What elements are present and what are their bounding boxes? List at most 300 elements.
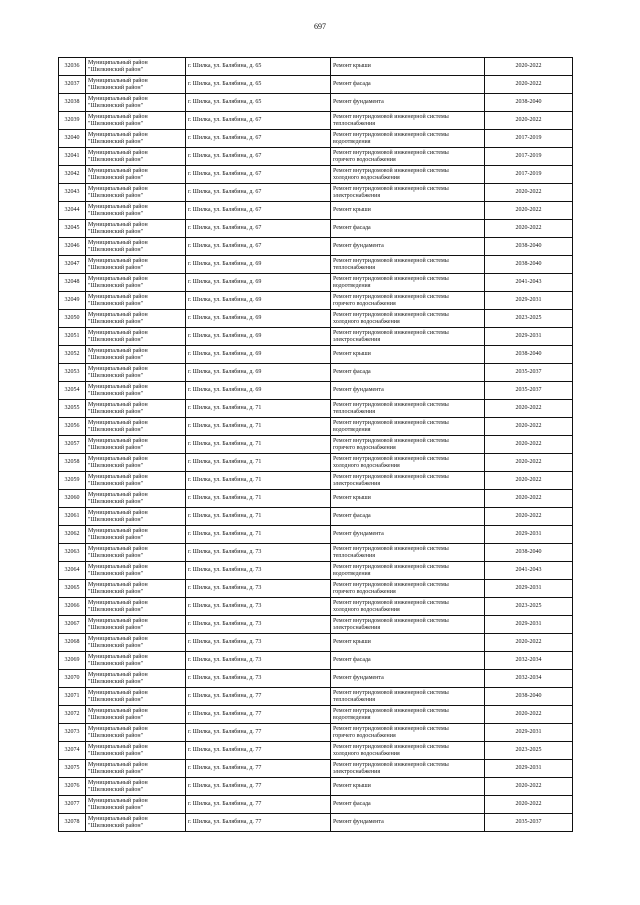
municipality-line-2: "Шилкинский район" — [88, 552, 144, 559]
municipality-line-1: Муниципальный район — [88, 725, 148, 732]
work-type-line-1: Ремонт внутридомовой инженерной системы — [333, 761, 449, 768]
period-cell: 2017-2019 — [485, 148, 573, 166]
work-type-cell — [331, 346, 485, 364]
period-cell: 2020-2022 — [485, 220, 573, 238]
work-type-line-1: Ремонт фундамента — [333, 819, 384, 826]
row-number: 32055 — [59, 400, 86, 418]
work-type-line-1: Ремонт внутридомовой инженерной системы — [333, 401, 449, 408]
address-cell: г. Шилка, ул. Балябина, д. 71 — [186, 508, 331, 526]
work-type-line-2: теплоснабжения — [333, 120, 375, 127]
table-row — [59, 508, 573, 526]
work-type-line-1: Ремонт фасада — [333, 513, 371, 520]
municipality-line-2: "Шилкинский район" — [88, 624, 144, 631]
table-row — [59, 112, 573, 130]
table-row — [59, 796, 573, 814]
work-type-cell — [331, 328, 485, 346]
municipality-cell — [86, 238, 186, 256]
table-row — [59, 742, 573, 760]
work-type-line-1: Ремонт фундамента — [333, 675, 384, 682]
municipality-line-2: "Шилкинский район" — [88, 534, 144, 541]
work-type-line-1: Ремонт фасада — [333, 81, 371, 88]
address-cell: г. Шилка, ул. Балябина, д. 73 — [186, 634, 331, 652]
period-cell: 2023-2025 — [485, 742, 573, 760]
period-cell: 2041-2043 — [485, 562, 573, 580]
municipality-line-2: "Шилкинский район" — [88, 768, 144, 775]
municipality-line-2: "Шилкинский район" — [88, 282, 144, 289]
address-cell: г. Шилка, ул. Балябина, д. 69 — [186, 364, 331, 382]
table-row — [59, 706, 573, 724]
table-row — [59, 472, 573, 490]
row-number: 32062 — [59, 526, 86, 544]
municipality-line-1: Муниципальный район — [88, 599, 148, 606]
municipality-line-2: "Шилкинский район" — [88, 138, 144, 145]
municipality-line-1: Муниципальный район — [88, 77, 148, 84]
address-cell: г. Шилка, ул. Балябина, д. 73 — [186, 652, 331, 670]
municipality-line-1: Муниципальный район — [88, 95, 148, 102]
period-cell: 2017-2019 — [485, 166, 573, 184]
work-type-line-1: Ремонт фасада — [333, 657, 371, 664]
address-cell: г. Шилка, ул. Балябина, д. 67 — [186, 130, 331, 148]
page-number: 697 — [314, 22, 326, 31]
work-type-cell — [331, 670, 485, 688]
row-number: 32072 — [59, 706, 86, 724]
row-number: 32078 — [59, 814, 86, 832]
municipality-line-2: "Шилкинский район" — [88, 750, 144, 757]
municipality-line-1: Муниципальный район — [88, 167, 148, 174]
municipality-cell — [86, 472, 186, 490]
work-type-line-2: теплоснабжения — [333, 264, 375, 271]
work-type-line-1: Ремонт крыши — [333, 63, 371, 70]
work-type-cell — [331, 508, 485, 526]
row-number: 32039 — [59, 112, 86, 130]
municipality-line-2: "Шилкинский район" — [88, 588, 144, 595]
municipality-cell — [86, 778, 186, 796]
period-cell: 2029-2031 — [485, 580, 573, 598]
table-row — [59, 292, 573, 310]
municipality-cell — [86, 274, 186, 292]
municipality-line-2: "Шилкинский район" — [88, 606, 144, 613]
municipality-line-1: Муниципальный район — [88, 509, 148, 516]
municipality-line-1: Муниципальный район — [88, 311, 148, 318]
table-row — [59, 544, 573, 562]
work-type-cell — [331, 76, 485, 94]
work-type-line-1: Ремонт крыши — [333, 783, 371, 790]
table-row — [59, 652, 573, 670]
row-number: 32074 — [59, 742, 86, 760]
row-number: 32051 — [59, 328, 86, 346]
work-type-cell — [331, 814, 485, 832]
work-type-line-2: горячего водоснабжения — [333, 588, 396, 595]
municipality-line-2: "Шилкинский район" — [88, 120, 144, 127]
work-type-cell — [331, 130, 485, 148]
address-cell: г. Шилка, ул. Балябина, д. 71 — [186, 454, 331, 472]
work-type-cell — [331, 724, 485, 742]
table-row — [59, 130, 573, 148]
table-row — [59, 202, 573, 220]
address-cell: г. Шилка, ул. Балябина, д. 77 — [186, 760, 331, 778]
address-cell: г. Шилка, ул. Балябина, д. 67 — [186, 202, 331, 220]
municipality-cell — [86, 580, 186, 598]
row-number: 32064 — [59, 562, 86, 580]
municipality-line-1: Муниципальный район — [88, 257, 148, 264]
work-type-line-2: холодного водоснабжения — [333, 462, 400, 469]
municipality-line-1: Муниципальный район — [88, 275, 148, 282]
period-cell: 2020-2022 — [485, 184, 573, 202]
address-cell: г. Шилка, ул. Балябина, д. 67 — [186, 112, 331, 130]
municipality-line-1: Муниципальный район — [88, 635, 148, 642]
row-number: 32070 — [59, 670, 86, 688]
row-number: 32053 — [59, 364, 86, 382]
period-cell: 2038-2040 — [485, 256, 573, 274]
period-cell: 2020-2022 — [485, 706, 573, 724]
repair-schedule-table — [58, 57, 573, 832]
municipality-line-2: "Шилкинский район" — [88, 444, 144, 451]
address-cell: г. Шилка, ул. Балябина, д. 69 — [186, 382, 331, 400]
work-type-cell — [331, 292, 485, 310]
work-type-cell — [331, 544, 485, 562]
work-type-cell — [331, 796, 485, 814]
municipality-line-2: "Шилкинский район" — [88, 210, 144, 217]
row-number: 32075 — [59, 760, 86, 778]
row-number: 32044 — [59, 202, 86, 220]
work-type-cell — [331, 184, 485, 202]
municipality-cell — [86, 130, 186, 148]
work-type-line-1: Ремонт внутридомовой инженерной системы — [333, 689, 449, 696]
municipality-cell — [86, 220, 186, 238]
municipality-line-1: Муниципальный район — [88, 221, 148, 228]
municipality-line-1: Муниципальный район — [88, 329, 148, 336]
work-type-cell — [331, 418, 485, 436]
period-cell: 2029-2031 — [485, 724, 573, 742]
period-cell: 2023-2025 — [485, 598, 573, 616]
table-row — [59, 454, 573, 472]
municipality-line-1: Муниципальный район — [88, 815, 148, 822]
work-type-cell — [331, 220, 485, 238]
address-cell: г. Шилка, ул. Балябина, д. 69 — [186, 346, 331, 364]
period-cell: 2020-2022 — [485, 400, 573, 418]
period-cell: 2020-2022 — [485, 418, 573, 436]
municipality-line-2: "Шилкинский район" — [88, 642, 144, 649]
municipality-cell — [86, 562, 186, 580]
address-cell: г. Шилка, ул. Балябина, д. 67 — [186, 238, 331, 256]
municipality-cell — [86, 490, 186, 508]
municipality-line-1: Муниципальный район — [88, 797, 148, 804]
work-type-cell — [331, 616, 485, 634]
work-type-cell — [331, 58, 485, 76]
period-cell: 2038-2040 — [485, 238, 573, 256]
table-row — [59, 418, 573, 436]
row-number: 32054 — [59, 382, 86, 400]
table-row — [59, 382, 573, 400]
table-row — [59, 760, 573, 778]
work-type-line-1: Ремонт внутридомовой инженерной системы — [333, 275, 449, 282]
table-row — [59, 76, 573, 94]
row-number: 32036 — [59, 58, 86, 76]
municipality-cell — [86, 256, 186, 274]
municipality-line-2: "Шилкинский район" — [88, 192, 144, 199]
municipality-cell — [86, 148, 186, 166]
municipality-cell — [86, 688, 186, 706]
work-type-line-1: Ремонт фундамента — [333, 99, 384, 106]
table-row — [59, 274, 573, 292]
table-row — [59, 670, 573, 688]
table-row — [59, 688, 573, 706]
work-type-line-1: Ремонт внутридомовой инженерной системы — [333, 329, 449, 336]
work-type-line-2: холодного водоснабжения — [333, 750, 400, 757]
municipality-cell — [86, 796, 186, 814]
municipality-cell — [86, 112, 186, 130]
address-cell: г. Шилка, ул. Балябина, д. 69 — [186, 310, 331, 328]
municipality-cell — [86, 292, 186, 310]
table-row — [59, 310, 573, 328]
municipality-line-1: Муниципальный район — [88, 617, 148, 624]
municipality-line-1: Муниципальный район — [88, 689, 148, 696]
table-row — [59, 328, 573, 346]
municipality-line-2: "Шилкинский район" — [88, 300, 144, 307]
work-type-line-2: электроснабжения — [333, 192, 381, 199]
work-type-line-2: горячего водоснабжения — [333, 156, 396, 163]
work-type-line-1: Ремонт внутридомовой инженерной системы — [333, 455, 449, 462]
row-number: 32037 — [59, 76, 86, 94]
work-type-cell — [331, 580, 485, 598]
table-row — [59, 616, 573, 634]
table-row — [59, 634, 573, 652]
municipality-line-2: "Шилкинский район" — [88, 102, 144, 109]
municipality-line-2: "Шилкинский район" — [88, 84, 144, 91]
municipality-line-1: Муниципальный район — [88, 419, 148, 426]
row-number: 32042 — [59, 166, 86, 184]
address-cell: г. Шилка, ул. Балябина, д. 71 — [186, 490, 331, 508]
address-cell: г. Шилка, ул. Балябина, д. 73 — [186, 580, 331, 598]
row-number: 32076 — [59, 778, 86, 796]
address-cell: г. Шилка, ул. Балябина, д. 67 — [186, 148, 331, 166]
address-cell: г. Шилка, ул. Балябина, д. 67 — [186, 220, 331, 238]
municipality-line-1: Муниципальный район — [88, 185, 148, 192]
address-cell: г. Шилка, ул. Балябина, д. 73 — [186, 670, 331, 688]
period-cell: 2038-2040 — [485, 346, 573, 364]
address-cell: г. Шилка, ул. Балябина, д. 77 — [186, 742, 331, 760]
row-number: 32067 — [59, 616, 86, 634]
work-type-line-1: Ремонт внутридомовой инженерной системы — [333, 131, 449, 138]
municipality-cell — [86, 346, 186, 364]
work-type-cell — [331, 148, 485, 166]
municipality-line-1: Муниципальный район — [88, 581, 148, 588]
period-cell: 2029-2031 — [485, 760, 573, 778]
work-type-line-1: Ремонт внутридомовой инженерной системы — [333, 167, 449, 174]
address-cell: г. Шилка, ул. Балябина, д. 73 — [186, 544, 331, 562]
work-type-cell — [331, 652, 485, 670]
work-type-cell — [331, 364, 485, 382]
work-type-line-2: холодного водоснабжения — [333, 318, 400, 325]
municipality-line-1: Муниципальный район — [88, 761, 148, 768]
municipality-line-1: Муниципальный район — [88, 743, 148, 750]
municipality-line-2: "Шилкинский район" — [88, 822, 144, 829]
table-row — [59, 562, 573, 580]
period-cell: 2035-2037 — [485, 814, 573, 832]
municipality-cell — [86, 418, 186, 436]
work-type-cell — [331, 436, 485, 454]
work-type-cell — [331, 562, 485, 580]
work-type-cell — [331, 472, 485, 490]
work-type-cell — [331, 382, 485, 400]
work-type-line-1: Ремонт внутридомовой инженерной системы — [333, 725, 449, 732]
work-type-line-1: Ремонт внутридомовой инженерной системы — [333, 113, 449, 120]
municipality-line-1: Муниципальный район — [88, 473, 148, 480]
address-cell: г. Шилка, ул. Балябина, д. 71 — [186, 418, 331, 436]
work-type-line-2: горячего водоснабжения — [333, 300, 396, 307]
table-row — [59, 814, 573, 832]
table-row — [59, 526, 573, 544]
work-type-line-2: горячего водоснабжения — [333, 732, 396, 739]
address-cell: г. Шилка, ул. Балябина, д. 69 — [186, 292, 331, 310]
period-cell: 2020-2022 — [485, 472, 573, 490]
row-number: 32040 — [59, 130, 86, 148]
municipality-line-1: Муниципальный район — [88, 383, 148, 390]
municipality-line-1: Муниципальный район — [88, 779, 148, 786]
row-number: 32066 — [59, 598, 86, 616]
municipality-cell — [86, 652, 186, 670]
address-cell: г. Шилка, ул. Балябина, д. 77 — [186, 778, 331, 796]
municipality-line-2: "Шилкинский район" — [88, 372, 144, 379]
period-cell: 2020-2022 — [485, 490, 573, 508]
period-cell: 2041-2043 — [485, 274, 573, 292]
municipality-cell — [86, 436, 186, 454]
work-type-cell — [331, 526, 485, 544]
work-type-line-1: Ремонт внутридомовой инженерной системы — [333, 563, 449, 570]
municipality-line-1: Муниципальный район — [88, 653, 148, 660]
period-cell: 2020-2022 — [485, 796, 573, 814]
period-cell: 2038-2040 — [485, 688, 573, 706]
address-cell: г. Шилка, ул. Балябина, д. 67 — [186, 166, 331, 184]
municipality-line-2: "Шилкинский район" — [88, 66, 144, 73]
work-type-line-1: Ремонт фасада — [333, 225, 371, 232]
municipality-cell — [86, 454, 186, 472]
period-cell: 2020-2022 — [485, 454, 573, 472]
municipality-cell — [86, 598, 186, 616]
row-number: 32065 — [59, 580, 86, 598]
work-type-cell — [331, 454, 485, 472]
table-row — [59, 778, 573, 796]
work-type-line-1: Ремонт крыши — [333, 207, 371, 214]
row-number: 32060 — [59, 490, 86, 508]
municipality-line-1: Муниципальный район — [88, 545, 148, 552]
table-row — [59, 364, 573, 382]
work-type-line-1: Ремонт внутридомовой инженерной системы — [333, 185, 449, 192]
row-number: 32043 — [59, 184, 86, 202]
address-cell: г. Шилка, ул. Балябина, д. 69 — [186, 328, 331, 346]
work-type-line-1: Ремонт внутридомовой инженерной системы — [333, 545, 449, 552]
table-row — [59, 256, 573, 274]
work-type-line-1: Ремонт внутридомовой инженерной системы — [333, 743, 449, 750]
work-type-line-2: теплоснабжения — [333, 408, 375, 415]
municipality-line-2: "Шилкинский район" — [88, 714, 144, 721]
table-row — [59, 490, 573, 508]
municipality-cell — [86, 184, 186, 202]
table-row — [59, 724, 573, 742]
address-cell: г. Шилка, ул. Балябина, д. 77 — [186, 724, 331, 742]
work-type-line-1: Ремонт внутридомовой инженерной системы — [333, 437, 449, 444]
work-type-line-1: Ремонт внутридомовой инженерной системы — [333, 599, 449, 606]
municipality-line-1: Муниципальный район — [88, 113, 148, 120]
address-cell: г. Шилка, ул. Балябина, д. 73 — [186, 598, 331, 616]
municipality-cell — [86, 544, 186, 562]
work-type-cell — [331, 202, 485, 220]
work-type-cell — [331, 400, 485, 418]
row-number: 32068 — [59, 634, 86, 652]
work-type-cell — [331, 634, 485, 652]
address-cell: г. Шилка, ул. Балябина, д. 73 — [186, 616, 331, 634]
work-type-cell — [331, 112, 485, 130]
address-cell: г. Шилка, ул. Балябина, д. 65 — [186, 94, 331, 112]
period-cell: 2020-2022 — [485, 202, 573, 220]
row-number: 32069 — [59, 652, 86, 670]
municipality-line-1: Муниципальный район — [88, 59, 148, 66]
work-type-line-2: водоотведения — [333, 426, 371, 433]
work-type-line-2: водоотведения — [333, 570, 371, 577]
work-type-line-2: электроснабжения — [333, 624, 381, 631]
municipality-cell — [86, 814, 186, 832]
municipality-line-1: Муниципальный район — [88, 707, 148, 714]
municipality-cell — [86, 526, 186, 544]
municipality-line-2: "Шилкинский район" — [88, 426, 144, 433]
period-cell: 2017-2019 — [485, 130, 573, 148]
work-type-line-1: Ремонт фундамента — [333, 531, 384, 538]
work-type-line-1: Ремонт крыши — [333, 495, 371, 502]
municipality-cell — [86, 94, 186, 112]
municipality-line-1: Муниципальный район — [88, 239, 148, 246]
municipality-line-2: "Шилкинский район" — [88, 390, 144, 397]
row-number: 32058 — [59, 454, 86, 472]
municipality-line-2: "Шилкинский район" — [88, 228, 144, 235]
period-cell: 2032-2034 — [485, 670, 573, 688]
work-type-line-2: электроснабжения — [333, 336, 381, 343]
work-type-line-2: горячего водоснабжения — [333, 444, 396, 451]
municipality-cell — [86, 202, 186, 220]
work-type-line-2: теплоснабжения — [333, 696, 375, 703]
row-number: 32049 — [59, 292, 86, 310]
work-type-cell — [331, 238, 485, 256]
period-cell: 2023-2025 — [485, 310, 573, 328]
municipality-cell — [86, 58, 186, 76]
address-cell: г. Шилка, ул. Балябина, д. 71 — [186, 400, 331, 418]
work-type-line-1: Ремонт фасада — [333, 369, 371, 376]
period-cell: 2020-2022 — [485, 58, 573, 76]
table-row — [59, 580, 573, 598]
table-row — [59, 166, 573, 184]
row-number: 32061 — [59, 508, 86, 526]
work-type-line-2: электроснабжения — [333, 768, 381, 775]
municipality-line-1: Муниципальный район — [88, 527, 148, 534]
municipality-cell — [86, 166, 186, 184]
municipality-cell — [86, 670, 186, 688]
period-cell: 2038-2040 — [485, 94, 573, 112]
work-type-cell — [331, 256, 485, 274]
municipality-line-2: "Шилкинский район" — [88, 696, 144, 703]
municipality-line-2: "Шилкинский район" — [88, 516, 144, 523]
table-row — [59, 148, 573, 166]
row-number: 32048 — [59, 274, 86, 292]
municipality-cell — [86, 508, 186, 526]
work-type-line-2: холодного водоснабжения — [333, 174, 400, 181]
municipality-cell — [86, 328, 186, 346]
row-number: 32071 — [59, 688, 86, 706]
municipality-line-2: "Шилкинский район" — [88, 498, 144, 505]
municipality-line-1: Муниципальный район — [88, 437, 148, 444]
municipality-cell — [86, 724, 186, 742]
municipality-line-2: "Шилкинский район" — [88, 336, 144, 343]
municipality-line-1: Муниципальный район — [88, 203, 148, 210]
work-type-cell — [331, 688, 485, 706]
